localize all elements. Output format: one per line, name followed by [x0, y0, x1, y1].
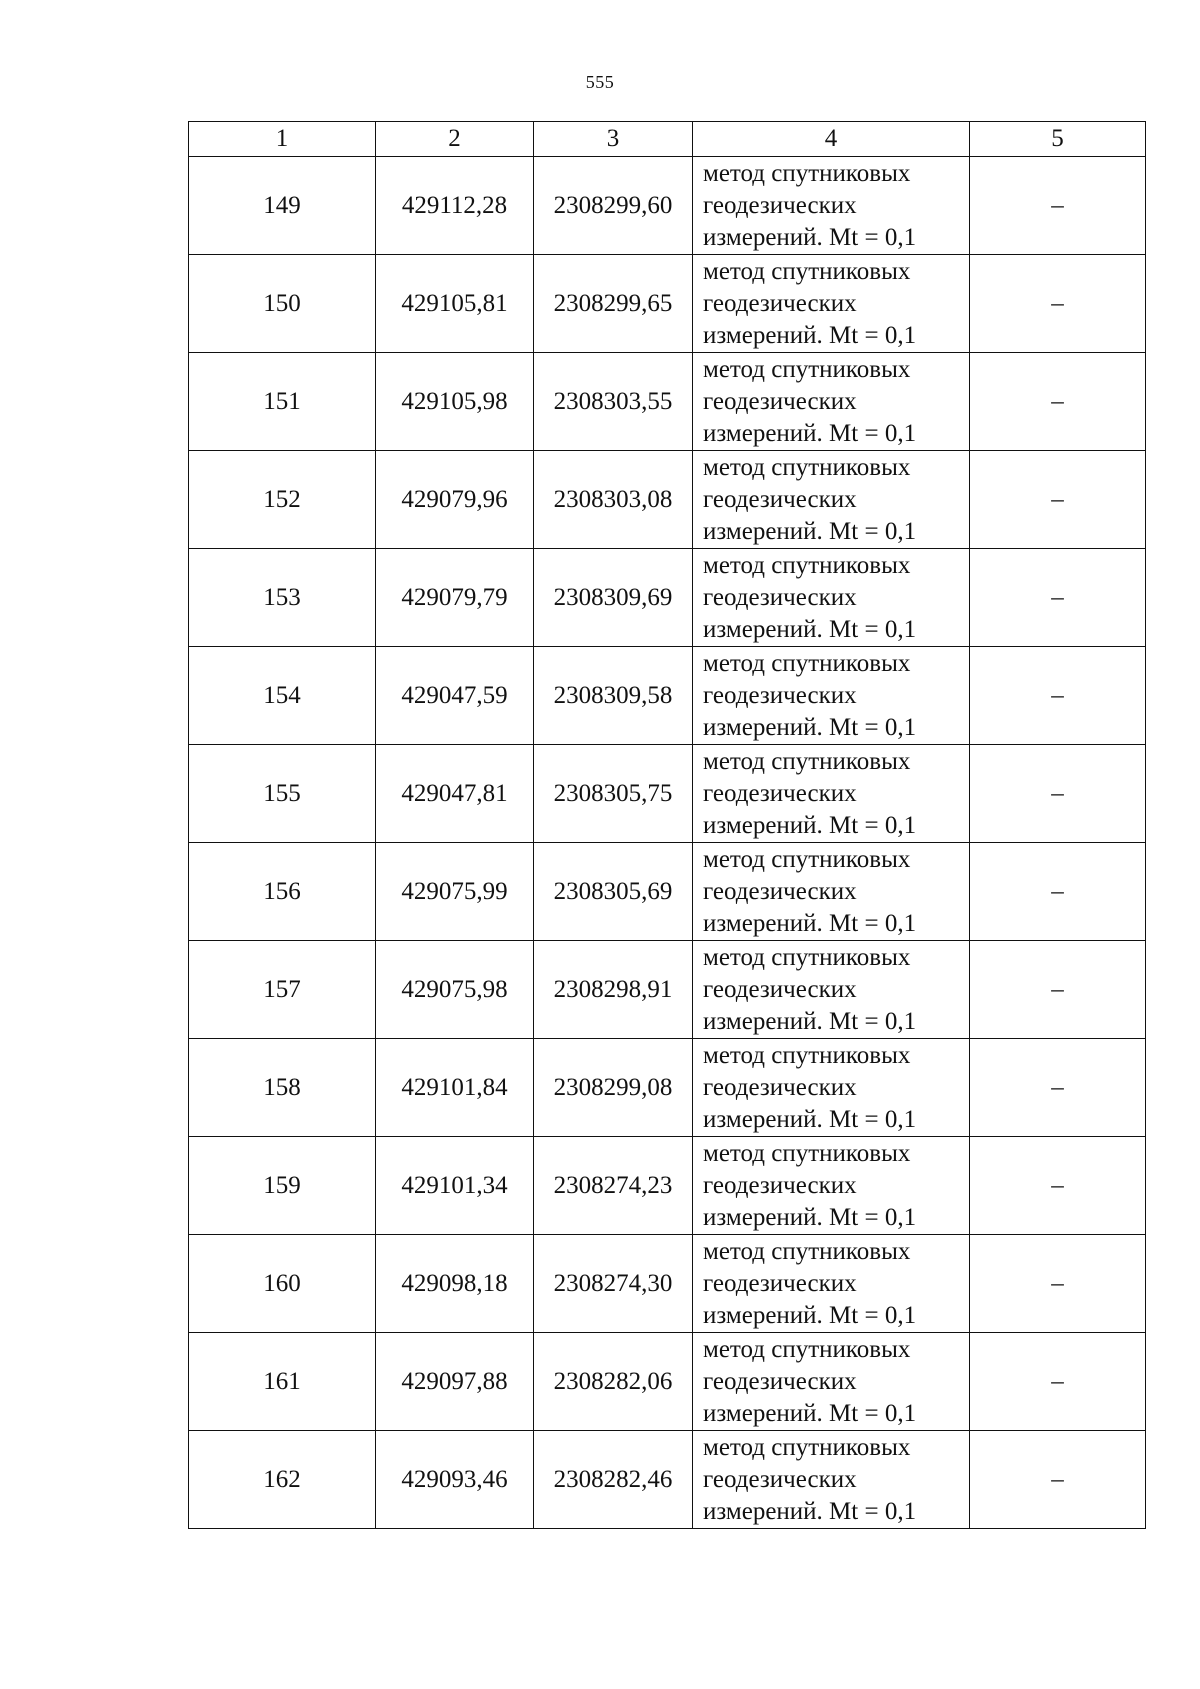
table-row	[189, 549, 1146, 647]
column-5-cell: –	[970, 1431, 1146, 1529]
method-cell	[693, 1333, 970, 1431]
method-cell	[693, 647, 970, 745]
point-number-cell: 151	[189, 353, 376, 451]
method-cell	[693, 941, 970, 1039]
table-header	[189, 122, 1146, 157]
table-row	[189, 647, 1146, 745]
method-line-3: измерений. Mt = 0,1	[703, 713, 917, 741]
y-coordinate-cell: 2308282,06	[534, 1333, 693, 1431]
method-line-1: метод спутниковых	[703, 1433, 911, 1461]
method-line-2: геодезических	[703, 387, 857, 415]
table-body	[189, 157, 1146, 1529]
method-line-1: метод спутниковых	[703, 551, 911, 579]
x-coordinate-cell: 429097,88	[376, 1333, 534, 1431]
x-coordinate-cell: 429105,81	[376, 255, 534, 353]
method-cell	[693, 745, 970, 843]
y-coordinate-cell: 2308298,91	[534, 941, 693, 1039]
method-line-2: геодезических	[703, 289, 857, 317]
y-coordinate-cell: 2308309,69	[534, 549, 693, 647]
point-number-cell: 160	[189, 1235, 376, 1333]
method-line-1: метод спутниковых	[703, 747, 911, 775]
method-cell	[693, 1039, 970, 1137]
table-row	[189, 745, 1146, 843]
method-cell	[693, 549, 970, 647]
method-line-2: геодезических	[703, 1269, 857, 1297]
method-line-1: метод спутниковых	[703, 649, 911, 677]
method-line-3: измерений. Mt = 0,1	[703, 1399, 917, 1427]
method-line-3: измерений. Mt = 0,1	[703, 321, 917, 349]
method-cell	[693, 451, 970, 549]
y-coordinate-cell: 2308299,08	[534, 1039, 693, 1137]
y-coordinate-cell: 2308303,55	[534, 353, 693, 451]
method-cell	[693, 157, 970, 255]
point-number-cell: 155	[189, 745, 376, 843]
x-coordinate-cell: 429093,46	[376, 1431, 534, 1529]
table-row	[189, 1431, 1146, 1529]
method-line-1: метод спутниковых	[703, 453, 911, 481]
method-line-3: измерений. Mt = 0,1	[703, 909, 917, 937]
y-coordinate-cell: 2308305,69	[534, 843, 693, 941]
point-number-cell: 149	[189, 157, 376, 255]
table-row	[189, 157, 1146, 255]
method-line-3: измерений. Mt = 0,1	[703, 811, 917, 839]
x-coordinate-cell: 429098,18	[376, 1235, 534, 1333]
method-line-3: измерений. Mt = 0,1	[703, 1007, 917, 1035]
page-number: 555	[585, 72, 615, 92]
x-coordinate-cell: 429101,34	[376, 1137, 534, 1235]
x-coordinate-cell: 429105,98	[376, 353, 534, 451]
point-number-cell: 154	[189, 647, 376, 745]
method-cell	[693, 353, 970, 451]
column-5-cell: –	[970, 1333, 1146, 1431]
column-5-cell: –	[970, 255, 1146, 353]
method-line-2: геодезических	[703, 975, 857, 1003]
y-coordinate-cell: 2308309,58	[534, 647, 693, 745]
method-line-3: измерений. Mt = 0,1	[703, 1497, 917, 1525]
method-line-2: геодезических	[703, 583, 857, 611]
method-line-1: метод спутниковых	[703, 1237, 911, 1265]
point-number-cell: 150	[189, 255, 376, 353]
y-coordinate-cell: 2308299,65	[534, 255, 693, 353]
x-coordinate-cell: 429047,81	[376, 745, 534, 843]
table-row	[189, 941, 1146, 1039]
method-line-2: геодезических	[703, 1171, 857, 1199]
point-number-cell: 158	[189, 1039, 376, 1137]
coordinates-table	[188, 121, 1146, 1529]
method-line-3: измерений. Mt = 0,1	[703, 1105, 917, 1133]
method-cell	[693, 1431, 970, 1529]
column-5-cell: –	[970, 1039, 1146, 1137]
y-coordinate-cell: 2308282,46	[534, 1431, 693, 1529]
method-line-1: метод спутниковых	[703, 159, 911, 187]
x-coordinate-cell: 429079,96	[376, 451, 534, 549]
table-row	[189, 1039, 1146, 1137]
method-line-2: геодезических	[703, 1465, 857, 1493]
x-coordinate-cell: 429075,99	[376, 843, 534, 941]
column-5-cell: –	[970, 647, 1146, 745]
point-number-cell: 153	[189, 549, 376, 647]
method-line-1: метод спутниковых	[703, 943, 911, 971]
method-line-3: измерений. Mt = 0,1	[703, 517, 917, 545]
x-coordinate-cell: 429075,98	[376, 941, 534, 1039]
column-header-4: 4	[693, 122, 970, 157]
point-number-cell: 159	[189, 1137, 376, 1235]
method-line-2: геодезических	[703, 1367, 857, 1395]
method-line-2: геодезических	[703, 485, 857, 513]
method-line-1: метод спутниковых	[703, 1139, 911, 1167]
x-coordinate-cell: 429079,79	[376, 549, 534, 647]
method-line-2: геодезических	[703, 681, 857, 709]
method-cell	[693, 1137, 970, 1235]
x-coordinate-cell: 429101,84	[376, 1039, 534, 1137]
column-header-2: 2	[376, 122, 534, 157]
method-line-2: геодезических	[703, 191, 857, 219]
column-header-1: 1	[189, 122, 376, 157]
x-coordinate-cell: 429112,28	[376, 157, 534, 255]
method-cell	[693, 255, 970, 353]
method-line-1: метод спутниковых	[703, 1335, 911, 1363]
method-line-3: измерений. Mt = 0,1	[703, 1203, 917, 1231]
x-coordinate-cell: 429047,59	[376, 647, 534, 745]
method-line-3: измерений. Mt = 0,1	[703, 1301, 917, 1329]
method-line-1: метод спутниковых	[703, 257, 911, 285]
y-coordinate-cell: 2308299,60	[534, 157, 693, 255]
method-line-3: измерений. Mt = 0,1	[703, 615, 917, 643]
y-coordinate-cell: 2308274,30	[534, 1235, 693, 1333]
method-line-1: метод спутниковых	[703, 845, 911, 873]
table-row	[189, 1137, 1146, 1235]
table-row	[189, 353, 1146, 451]
column-5-cell: –	[970, 1235, 1146, 1333]
method-line-3: измерений. Mt = 0,1	[703, 419, 917, 447]
method-line-2: геодезических	[703, 779, 857, 807]
table-row	[189, 451, 1146, 549]
method-line-2: геодезических	[703, 1073, 857, 1101]
column-header-3: 3	[534, 122, 693, 157]
column-5-cell: –	[970, 353, 1146, 451]
column-5-cell: –	[970, 941, 1146, 1039]
point-number-cell: 157	[189, 941, 376, 1039]
column-5-cell: –	[970, 1137, 1146, 1235]
column-5-cell: –	[970, 549, 1146, 647]
method-line-3: измерений. Mt = 0,1	[703, 223, 917, 251]
column-5-cell: –	[970, 843, 1146, 941]
method-line-1: метод спутниковых	[703, 355, 911, 383]
table-row	[189, 1235, 1146, 1333]
table-row	[189, 255, 1146, 353]
method-line-1: метод спутниковых	[703, 1041, 911, 1069]
y-coordinate-cell: 2308274,23	[534, 1137, 693, 1235]
y-coordinate-cell: 2308303,08	[534, 451, 693, 549]
table-row	[189, 843, 1146, 941]
method-cell	[693, 843, 970, 941]
method-cell	[693, 1235, 970, 1333]
table-row	[189, 1333, 1146, 1431]
column-5-cell: –	[970, 451, 1146, 549]
point-number-cell: 161	[189, 1333, 376, 1431]
point-number-cell: 162	[189, 1431, 376, 1529]
method-line-2: геодезических	[703, 877, 857, 905]
column-5-cell: –	[970, 157, 1146, 255]
y-coordinate-cell: 2308305,75	[534, 745, 693, 843]
column-5-cell: –	[970, 745, 1146, 843]
point-number-cell: 156	[189, 843, 376, 941]
table-header-row	[189, 122, 1146, 157]
column-header-5: 5	[970, 122, 1146, 157]
point-number-cell: 152	[189, 451, 376, 549]
